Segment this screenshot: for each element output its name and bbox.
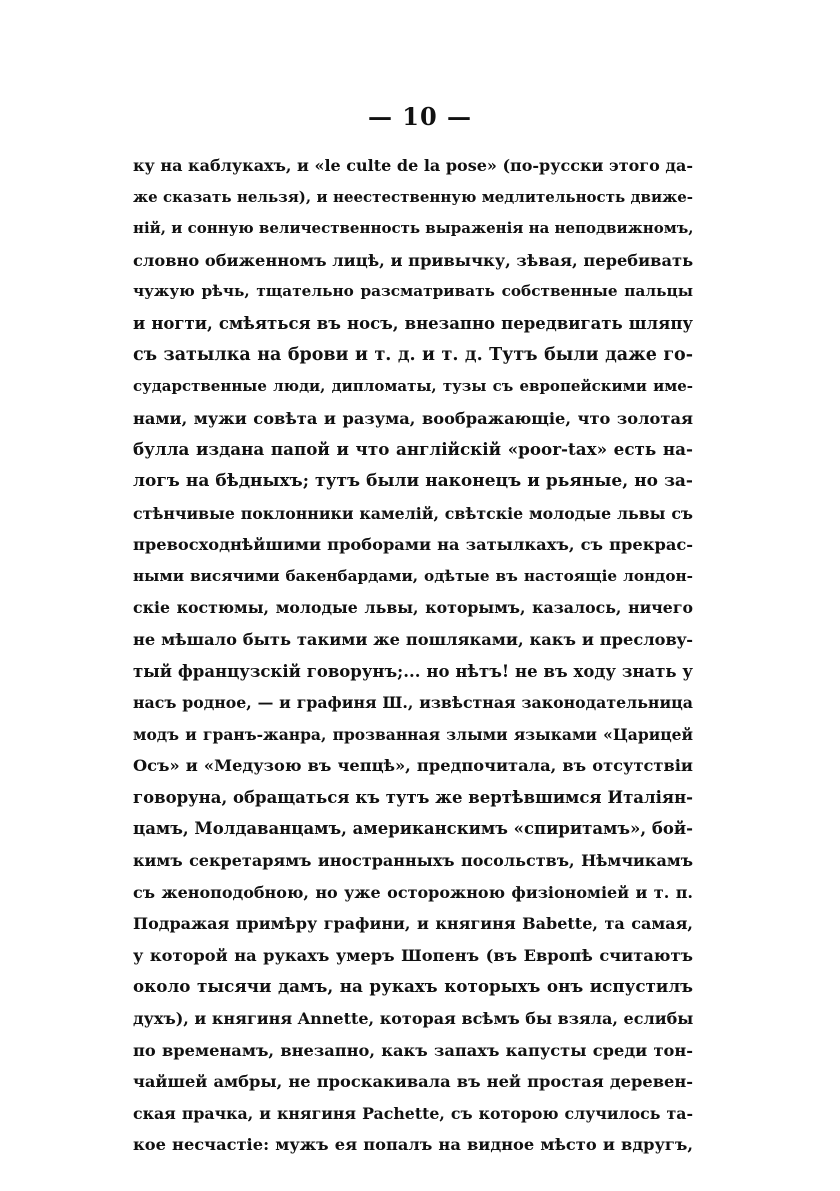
text-line: нами, мужи совѣта и разума, воображающіе, что золотая [133, 408, 693, 428]
text-line: чужую рѣчь, тщательно разсматривать собственные пальцы [133, 282, 693, 301]
text-line: логъ на бѣдныхъ; тутъ были наконецъ и рьяные, но за- [133, 470, 693, 491]
text-line: кимъ секретарямъ иностранныхъ посольствъ, Нѣмчикамъ [133, 851, 693, 871]
body-text [133, 150, 693, 1161]
text-line: тый французскій говорунъ;... но нѣтъ! не въ ходу знать у [133, 661, 693, 681]
text-line: ская прачка, и княгиня Pachette, съ которою случилось та- [133, 1103, 693, 1123]
text-line: скіе костюмы, молодые львы, которымъ, казалось, ничего [133, 598, 693, 618]
text-line: ными висячими бакенбардами, одѣтые въ настоящіе лондон- [133, 566, 693, 585]
text-line: съ женоподобною, но уже осторожною физіономіей и т. п. [133, 882, 693, 902]
text-line: булла издана папой и что англійскій «poor-tax» есть на- [133, 439, 693, 460]
text-line: около тысячи дамъ, на рукахъ которыхъ онъ испустилъ [133, 976, 693, 997]
page-number: — 10 — [367, 102, 473, 131]
text-line: превосходнѣйшими проборами на затылкахъ, съ прекрас- [133, 535, 693, 555]
text-line: стѣнчивые поклонники камелій, свѣтскіе молодые львы съ [133, 503, 693, 523]
text-line: духъ), и княгиня Annette, которая всѣмъ бы взяла, еслибы [133, 1009, 694, 1029]
text-line: же сказать нельзя), и неестественную медлительность движе- [133, 187, 693, 206]
text-line: насъ родное, — и графиня Ш., извѣстная законодательница [133, 693, 693, 713]
text-line: у которой на рукахъ умеръ Шопенъ (въ Европѣ считаютъ [133, 945, 693, 965]
text-line: цамъ, Молдаванцамъ, американскимъ «спиритамъ», бой- [133, 819, 693, 839]
text-line: Осъ» и «Медузою въ чепцѣ», предпочитала, въ отсутствіи [133, 756, 693, 776]
text-line: чайшей амбры, не проскакивала въ ней простая деревен- [133, 1072, 693, 1092]
text-line: по временамъ, внезапно, какъ запахъ капусты среди тон- [133, 1040, 693, 1060]
text-line: Подражая примѣру графини, и княгиня Babette, та самая, [133, 914, 693, 934]
text-line: говоруна, обращаться къ тутъ же вертѣвшимся Италіян- [133, 787, 693, 807]
text-line: ку на каблукахъ, и «le culte de la pose» (по-русски этого да- [133, 156, 693, 175]
text-line: модъ и гранъ-жанра, прозванная злыми языками «Царицей [133, 724, 693, 744]
text-line: словно обиженномъ лицѣ, и привычку, зѣвая, перебивать [133, 250, 694, 270]
text-line: кое несчастіе: мужъ ея попалъ на видное мѣсто и вдругъ, [133, 1135, 693, 1155]
text-line: ній, и сонную величественность выраженія на неподвижномъ, [133, 219, 694, 238]
text-line: сударственные люди, дипломаты, тузы съ европейскими име- [133, 377, 693, 396]
text-line: не мѣшало быть такими же пошляками, какъ и пресловy- [133, 629, 693, 649]
text-line: и ногти, смѣяться въ носъ, внезапно передвигать шляпу [133, 313, 693, 333]
text-line: съ затылка на брови и т. д. и т. д. Тутъ были даже го- [133, 344, 693, 365]
